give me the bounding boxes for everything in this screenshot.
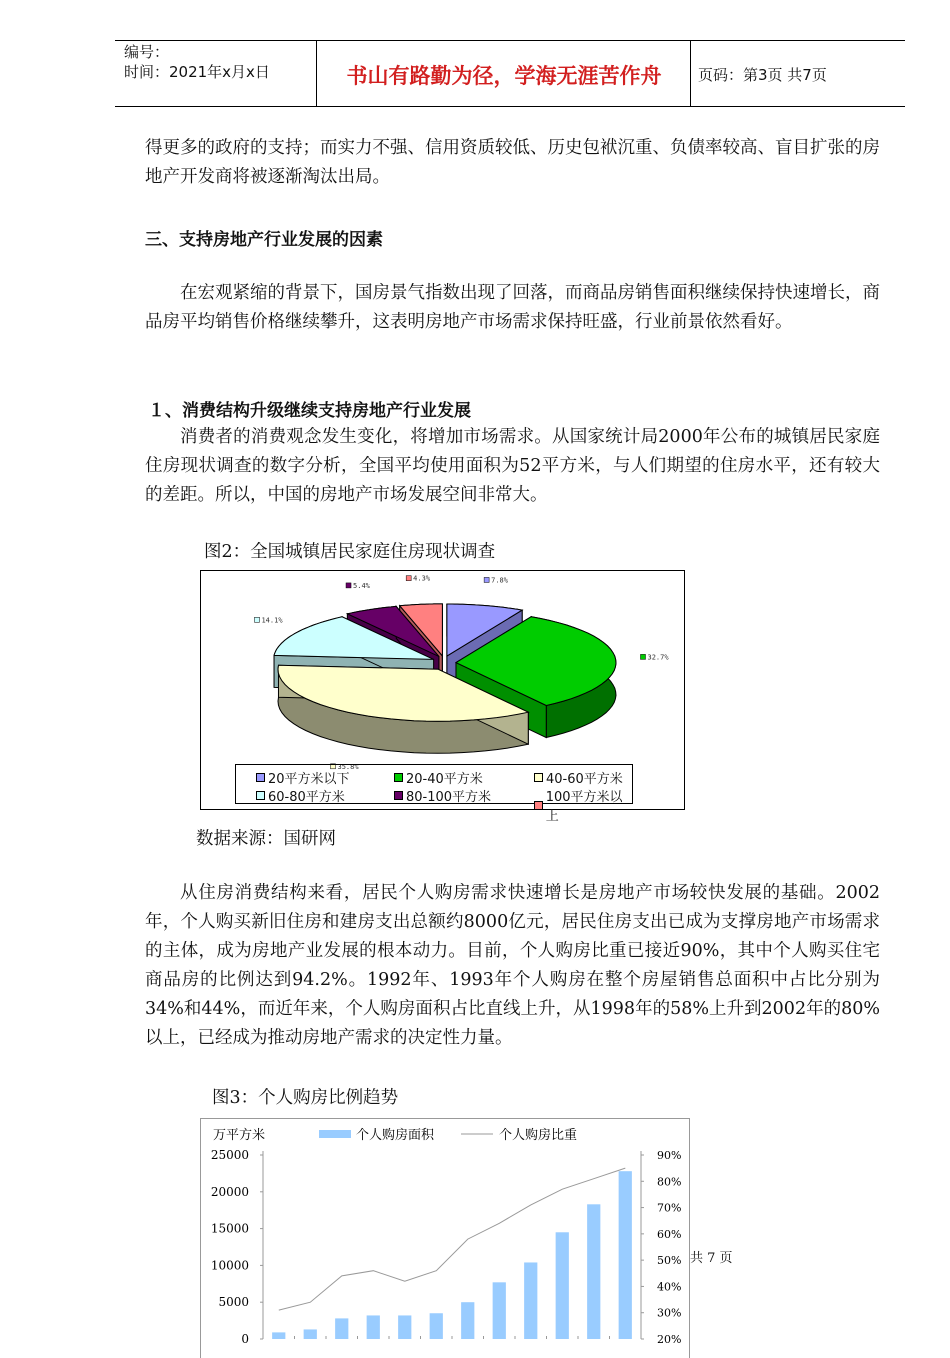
subsection-heading-1: １、消费结构升级继续支持房地产行业发展 bbox=[148, 401, 471, 421]
y-left-tick-label: 5000 bbox=[218, 1295, 249, 1310]
pie-label-swatch-5 bbox=[346, 583, 351, 588]
figure-3-caption: 图3：个人购房比例趋势 bbox=[212, 1088, 399, 1108]
legend-label: 60-80平方米 bbox=[268, 790, 345, 805]
line-series bbox=[279, 1168, 626, 1310]
bar-3 bbox=[335, 1318, 348, 1339]
legend-item-5 bbox=[394, 786, 491, 805]
bar-8 bbox=[493, 1282, 506, 1339]
y-left-tick-label: 25000 bbox=[210, 1148, 249, 1162]
pie-label-swatch-1 bbox=[484, 577, 489, 582]
pie-label-swatch-2 bbox=[640, 654, 645, 659]
legend-label: 20-40平方米 bbox=[406, 772, 483, 787]
paragraph-consumption: 消费者的消费观念发生变化，将增加市场需求。从国家统计局2000年公布的城镇居民家庭住房现状调查的数字分析，全国平均使用面积为52平方米，与人们期望的住房水平，还有较大的差距。所以，中国的房地产市场发展空间非常大。 bbox=[145, 427, 880, 505]
legend-bar-swatch bbox=[319, 1130, 351, 1138]
legend-item-2 bbox=[394, 768, 483, 787]
pie-label-3: 35.8% bbox=[337, 762, 359, 771]
legend-swatch bbox=[394, 791, 403, 800]
bar-4 bbox=[367, 1315, 380, 1339]
pie-label-swatch-4 bbox=[254, 617, 259, 622]
pie-label-6: 4.3% bbox=[413, 574, 431, 583]
bar-chart-frame bbox=[200, 1118, 690, 1358]
legend-swatch bbox=[534, 801, 543, 810]
data-source: 数据来源：国研网 bbox=[196, 829, 336, 849]
bar-12 bbox=[619, 1171, 632, 1339]
paragraph-continuation: 得更多的政府的支持；而实力不强、信用资质较低、历史包袱沉重、负债率较高、盲目扩张的房地产开发商将被逐渐淘汰出局。 bbox=[145, 138, 880, 187]
pie-label-swatch-6 bbox=[406, 576, 411, 581]
y-right-tick-label: 80% bbox=[657, 1175, 682, 1189]
header-divider-right bbox=[690, 40, 691, 107]
figure-2-caption: 图2：全国城镇居民家庭住房现状调查 bbox=[204, 542, 496, 562]
serial-label: 编号： bbox=[124, 43, 170, 61]
legend-item-4 bbox=[256, 786, 345, 805]
pie-label-4: 14.1% bbox=[261, 616, 283, 625]
header-page-number: 页码：第3页 共7页 bbox=[698, 66, 827, 84]
y-axis-left-unit: 万平方米 bbox=[213, 1128, 266, 1143]
y-right-tick-label: 20% bbox=[657, 1333, 682, 1346]
y-left-tick-label: 10000 bbox=[210, 1258, 249, 1273]
bar-5 bbox=[398, 1315, 411, 1339]
pie-legend bbox=[235, 764, 633, 824]
pie-label-2: 32.7% bbox=[647, 653, 669, 662]
legend-label: 20平方米以下 bbox=[268, 772, 350, 787]
legend-swatch bbox=[534, 773, 543, 782]
section-heading-3: 三、支持房地产行业发展的因素 bbox=[145, 230, 383, 250]
header-motto: 书山有路勤为径，学海无涯苦作舟 bbox=[346, 64, 662, 88]
y-right-tick-label: 60% bbox=[657, 1227, 682, 1241]
header-bottom-rule bbox=[115, 106, 905, 107]
y-left-tick-label: 0 bbox=[241, 1332, 249, 1346]
bar-2 bbox=[304, 1329, 317, 1339]
y-right-tick-label: 70% bbox=[657, 1201, 682, 1215]
header-divider-left bbox=[316, 40, 317, 107]
legend-item-3 bbox=[534, 768, 623, 787]
y-right-tick-label: 90% bbox=[657, 1149, 682, 1162]
pie-label-1: 7.8% bbox=[491, 576, 508, 585]
paragraph-structure: 从住房消费结构来看，居民个人购房需求快速增长是房地产市场较快发展的基础。2002年，个人购买新旧住房和建房支出总额约8000亿元，居民住房支出已成为支撑房地产市场需求的主体，成为房地产业发展的根本动力。目前，个人购房比重已接近90%，其中个人购买住宅商品房的比例达到94.2%。1992年、1993年个人购房在整个房屋销售总面积中占比分别为34%和44%，而近年来，个人购房面积占比直线上升，从1998年的58%上升到2002年的80%以上，已经成为推动房地产需求的决定性力量。 bbox=[145, 883, 880, 1048]
bar-1 bbox=[272, 1332, 285, 1339]
legend-item-6 bbox=[534, 786, 632, 824]
pie-chart-frame bbox=[200, 570, 685, 824]
header-info bbox=[124, 42, 270, 82]
legend-swatch bbox=[256, 791, 265, 800]
y-right-tick-label: 40% bbox=[657, 1280, 682, 1294]
legend-label: 100平方米以上 bbox=[545, 790, 623, 824]
legend-swatch bbox=[394, 773, 403, 782]
y-left-tick-label: 20000 bbox=[210, 1184, 249, 1199]
time-label: 时间：2021年x月x日 bbox=[124, 63, 270, 81]
paragraph-macro: 在宏观紧缩的背景下，国房景气指数出现了回落，而商品房销售面积继续保持快速增长，商品房平均销售价格继续攀升，这表明房地产市场需求保持旺盛，行业前景依然看好。 bbox=[145, 283, 880, 332]
header-top-rule bbox=[115, 40, 905, 41]
bar-11 bbox=[587, 1204, 600, 1339]
bar-9 bbox=[524, 1262, 537, 1339]
legend-bar-label: 个人购房面积 bbox=[356, 1128, 435, 1143]
footer-page-overlay: 共 7 页 bbox=[690, 1251, 733, 1266]
y-left-tick-label: 15000 bbox=[210, 1221, 249, 1236]
pie-chart bbox=[201, 571, 684, 771]
bar-6 bbox=[430, 1313, 443, 1339]
y-right-tick-label: 50% bbox=[657, 1254, 682, 1268]
legend-line-label: 个人购房比重 bbox=[499, 1128, 578, 1143]
bar-10 bbox=[556, 1232, 569, 1339]
bar-7 bbox=[461, 1302, 474, 1339]
legend-item-1 bbox=[256, 768, 350, 787]
pie-label-5: 5.4% bbox=[353, 581, 370, 590]
legend-label: 80-100平方米 bbox=[406, 790, 492, 805]
y-right-tick-label: 30% bbox=[657, 1306, 682, 1320]
bar-line-chart bbox=[201, 1119, 689, 1345]
legend-swatch bbox=[256, 773, 265, 782]
legend-label: 40-60平方米 bbox=[546, 772, 623, 787]
